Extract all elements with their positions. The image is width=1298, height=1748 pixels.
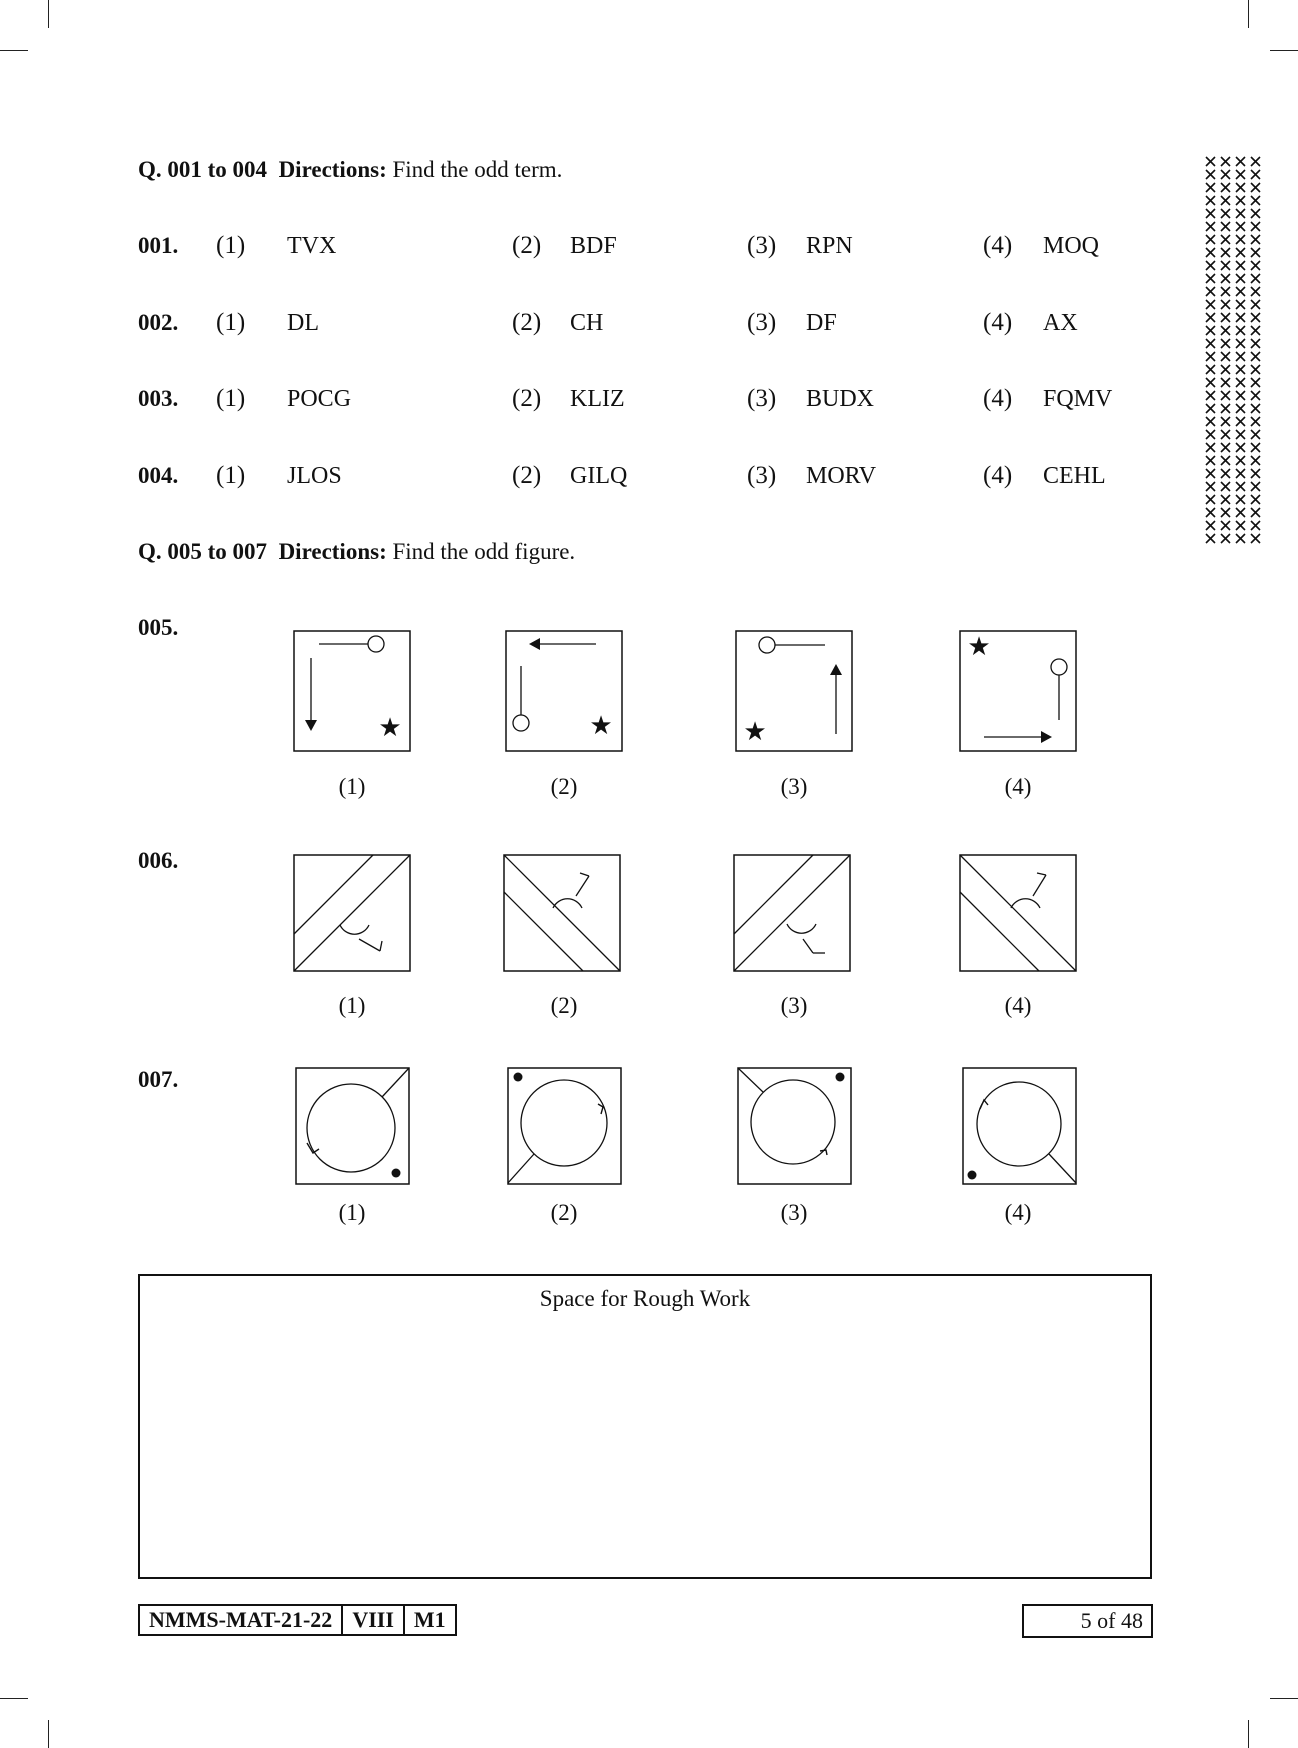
figure-007-option-2 (507, 1067, 622, 1185)
figure-005-option-1 (293, 630, 411, 752)
svg-text:★: ★ (378, 713, 402, 742)
option-number: (3) (747, 309, 777, 336)
figure-006-option-3 (733, 854, 851, 972)
section-range: Q. 005 to 007 (138, 539, 268, 564)
crop-mark (48, 0, 49, 28)
option-text: RPN (806, 233, 853, 259)
section-heading-odd-figure (138, 539, 575, 565)
option-number: (4) (983, 385, 1013, 412)
crop-mark (0, 50, 28, 51)
figure-label: (4) (1004, 1200, 1032, 1225)
rough-work-title: Space for Rough Work (539, 1286, 751, 1311)
option-number: (1) (216, 232, 246, 259)
directions-text: Find the odd term. (392, 157, 563, 182)
option-text: BUDX (806, 386, 875, 412)
option-text: DF (806, 310, 837, 336)
question-number: 001. (138, 233, 179, 258)
figure-label: (2) (550, 774, 578, 799)
option-number: (4) (983, 309, 1013, 336)
class-code: VIII (343, 1606, 405, 1634)
figure-007-option-4 (962, 1067, 1077, 1185)
option-text: DL (287, 310, 319, 336)
figure-label: (2) (550, 993, 578, 1018)
option-text: TVX (287, 233, 337, 259)
crop-mark (1248, 0, 1249, 28)
question-number: 006. (138, 848, 179, 873)
crop-mark (1248, 1720, 1249, 1748)
option-number: (3) (747, 232, 777, 259)
question-number: 005. (138, 615, 179, 640)
figure-label: (3) (780, 774, 808, 799)
option-text: MORV (806, 463, 877, 489)
option-number: (3) (747, 462, 777, 489)
question-number: 002. (138, 310, 179, 335)
option-text: POCG (287, 386, 352, 412)
figure-label: (1) (338, 1200, 366, 1225)
option-number: (1) (216, 385, 246, 412)
directions-label: Directions: (278, 157, 387, 182)
crop-mark (1270, 1698, 1298, 1699)
crop-mark (0, 1698, 28, 1699)
option-number: (4) (983, 232, 1013, 259)
option-text: KLIZ (570, 386, 625, 412)
option-text: CEHL (1043, 463, 1106, 489)
figure-005-option-2 (505, 630, 623, 752)
crop-mark (1270, 50, 1298, 51)
option-number: (2) (512, 232, 542, 259)
option-number: (2) (512, 385, 542, 412)
option-number: (4) (983, 462, 1013, 489)
figure-006-option-1 (293, 854, 411, 972)
rough-work-area (138, 1274, 1152, 1579)
option-number: (1) (216, 309, 246, 336)
page-number-box (1022, 1604, 1153, 1638)
figure-label: (3) (780, 1200, 808, 1225)
figure-007-option-3 (737, 1067, 852, 1185)
directions-label: Directions: (278, 539, 387, 564)
option-text: MOQ (1043, 233, 1100, 259)
svg-text:★: ★ (589, 711, 613, 740)
option-number: (2) (512, 462, 542, 489)
question-number: 004. (138, 463, 179, 488)
figure-label: (4) (1004, 993, 1032, 1018)
option-text: FQMV (1043, 386, 1113, 412)
option-text: GILQ (570, 463, 628, 489)
figure-005-option-4 (959, 630, 1077, 752)
figure-005-option-3 (735, 630, 853, 752)
option-number: (2) (512, 309, 542, 336)
option-text: BDF (570, 233, 617, 259)
crop-mark (48, 1720, 49, 1748)
section-heading-odd-term (138, 157, 562, 183)
svg-text:★: ★ (967, 632, 991, 661)
figure-label: (1) (338, 993, 366, 1018)
paper-code-box (138, 1604, 457, 1636)
decorative-cross-pattern (1204, 155, 1264, 545)
directions-text: Find the odd figure. (392, 539, 576, 564)
svg-text:★: ★ (743, 717, 767, 746)
option-number: (3) (747, 385, 777, 412)
figure-label: (1) (338, 774, 366, 799)
figure-007-option-1 (295, 1067, 410, 1185)
set-code: M1 (413, 1607, 446, 1632)
question-number: 007. (138, 1067, 179, 1092)
page-number: 5 of 48 (1080, 1608, 1143, 1633)
figure-006-option-4 (959, 854, 1077, 972)
option-text: JLOS (287, 463, 342, 489)
option-number: (1) (216, 462, 246, 489)
question-number: 003. (138, 386, 179, 411)
figure-label: (3) (780, 993, 808, 1018)
section-range: Q. 001 to 004 (138, 157, 268, 182)
paper-code: NMMS-MAT-21-22 (140, 1606, 343, 1634)
option-text: CH (570, 310, 604, 336)
option-text: AX (1043, 310, 1078, 336)
figure-006-option-2 (503, 854, 621, 972)
figure-label: (2) (550, 1200, 578, 1225)
figure-label: (4) (1004, 774, 1032, 799)
